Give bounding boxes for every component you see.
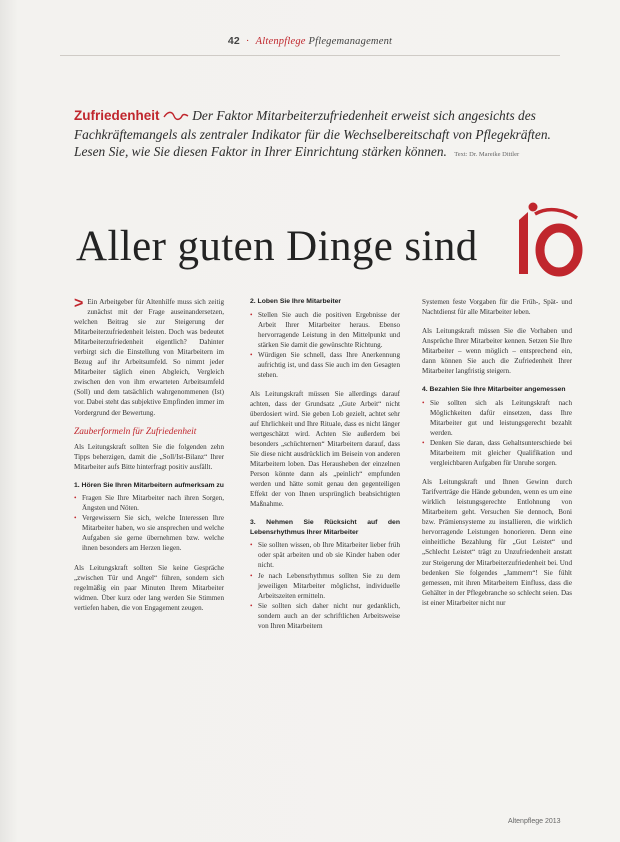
page-title: Aller guten Dinge sind xyxy=(76,223,478,270)
body-paragraph: Als Leitungskraft sollten Sie keine Gespräche „zwischen Tür und Angel“ führen, sondern sich regelmäßig ein paar Minuten Ihrem Mitarbeiter widmen. Über kurz oder lang werden Sie Stimmen vertiefen haben, die von Engagement zeugen. xyxy=(74,563,224,612)
tip-list-4 xyxy=(422,398,572,468)
body-paragraph: Als Leitungskraft und Ihnen Gewinn durch Tarifverträge die Hände gebunden, wenn es um eine wirklich leistungsgerechte Entlohnung von Mitarbeitern geht. Versuchen Sie dennoch, Boni bzw. Prämiensysteme zu installieren, die wirklich hervorragende Leistungen honorieren. Denn eine einheitliche Bezahlung für „Gut Leistet“ und „Schlecht Leistet“ trägt zu Unzufriedenheit anstatt zur Steigerung der Mitarbeiterzufriedenheit bei. Und bedenken Sie folgendes „Jammern“! Sie fühlt gemessen, mit ihren Mitarbeitern Einfluss, dass die Gehälter in der Pflegebranche so schlecht seien. Das ist einer Mitarbeiter nicht nur xyxy=(422,478,572,607)
header-rule xyxy=(60,55,560,56)
header-separator: · xyxy=(245,36,250,47)
intro-lead xyxy=(74,107,560,164)
body-paragraph: Als Leitungskraft müssen Sie allerdings darauf achten, dass der Grundsatz „Gute Arbeit“ nicht überdosiert wird. Sie geben Lob gezielt, achtet sehr auf Ehrlichkeit und Ihre Rituale, dass es nicht länger wertgeschätzt wird. Achten Sie außerdem bei besonders „schüchternen“ Mitarbeitern darauf, dass Sie diese nicht ausdrücklich im Beisein von anderen Mitarbeitern loben. Das Herausheben der einzelnen Person könnte dann als „peinlich“ empfunden werden und hätte somit genau den gegenteiligen Effekt der von Ihnen ursprünglich beabsichtigten Maßnahme. xyxy=(250,389,400,509)
article-column-3 xyxy=(422,297,572,617)
body-paragraph: Als Leitungskraft müssen Sie die Vorhaben und Ansprüche Ihrer Mitarbeiter kennen. Setzen Sie Ihre Mitarbeiter – wenn möglich – entsprechend ein, dann können Sie auch die Zufriedenheit Ihrer Mitarbeiter langfristig steigern. xyxy=(422,327,572,376)
tip-heading-4: 4. Bezahlen Sie Ihre Mitarbeiter angemessen xyxy=(422,386,566,394)
running-header xyxy=(0,35,620,47)
list-item: • Sie sollten wissen, ob Ihre Mitarbeiter lieber früh oder spät arbeiten und ob sie Kinder haben oder nicht. xyxy=(250,540,400,570)
page-footer: Altenpflege 2013 xyxy=(508,818,561,825)
intro-author: Text: Dr. Mareike Dittler xyxy=(454,151,520,159)
article-column-1 xyxy=(74,297,224,622)
body-paragraph: Ein Arbeitgeber für Altenhilfe muss sich zeitig zunächst mit der Frage auseinandersetzen, welchen Beitrag sie zur Steigerung der Mitarbeiterzufriedenheit leisten. Doch was bedeutet Mitarbeiterzufriedenheit eigentlich? Dahinter verbirgt sich die Einstellung von Mitarbeitern im Bezug auf ihr Arbeitsumfeld. So nimmt jeder Mitarbeiter täglich einen Abgleich, Vergleich zwischen den von ihm erwarteten Arbeitsumfeld (Soll) und dem tatsächlich wahrgenommenen (Ist) vor. Dabei steht das subjektive Empfinden immer im Vordergrund der Bewertung. xyxy=(74,298,224,417)
list-item: • Je nach Lebensrhythmus sollten Sie zu dem jeweiligen Mitarbeiter möglichst, individuelle Arbeitszeiten ermitteln. xyxy=(250,571,400,601)
chevron-right-icon: > xyxy=(74,295,84,312)
header-section: Altenpflege xyxy=(255,36,306,47)
article-column-2 xyxy=(250,297,400,640)
subheading: Zauberformeln für Zufriedenheit xyxy=(74,426,197,437)
list-item: • Sie sollten sich daher nicht nur gedanklich, sondern auch an der schriftlichen Arbeitsweise von Ihren Mitarbeitern xyxy=(250,601,400,631)
header-subsection: Pflegemanagement xyxy=(308,36,393,47)
number-ten-logo xyxy=(505,200,587,282)
list-item: • Fragen Sie Ihre Mitarbeiter nach ihren Sorgen, Ängsten und Nöten. xyxy=(74,493,224,513)
list-item: • Würdigen Sie schnell, dass Ihre Anerkennung aufrichtig ist, und dass Sie auch im den Gesagten stehen. xyxy=(250,350,400,380)
tip-heading-3: 3. Nehmen Sie Rücksicht auf den Lebensrhythmus Ihrer Mitarbeiter xyxy=(250,519,400,536)
list-item: • Stellen Sie auch die positiven Ergebnisse der Arbeit Ihrer Mitarbeiter heraus. Ebenso hervorragende Leistung in den Mittelpunkt und stärken Sie damit die gewünschte Richtung. xyxy=(250,310,400,350)
tip-list-1 xyxy=(74,493,224,553)
list-item: • Vergewissern Sie sich, welche Interessen Ihre Mitarbeiter haben, wo sie ansprechen und welche Aufgaben sie gerne übernehmen bzw. welche ihnen besonders am Herzen liegen. xyxy=(74,513,224,553)
tip-heading-1: 1. Hören Sie Ihren Mitarbeitern aufmerksam zu xyxy=(74,481,224,489)
body-paragraph: Systemen feste Vorgaben für die Früh-, Spät- und Nachtdienst für alle Mitarbeiter leben. xyxy=(422,298,572,317)
tip-list-2 xyxy=(250,310,400,380)
list-item: • Denken Sie daran, dass Gehaltsunterschiede bei Mitarbeitern mit gleicher Qualifikation und vergleichbaren Aufgaben für Unruhe sorgen. xyxy=(422,438,572,468)
body-paragraph: Als Leitungskraft sollten Sie die folgenden zehn Tipps beherzigen, damit die „Soll/Ist-Bilanz“ Ihrer Mitarbeiter aufs Bitte hinterfragt positiv ausfällt. xyxy=(74,442,224,471)
intro-text: Der Faktor Mitarbeiterzufriedenheit erweist sich angesichts des Fachkräftemangels als zentraler Indikator für die Wechselbereitschaft von Pflegekräften. Lesen Sie, wie Sie diesen Faktor in Ihrer Einrichtung stärken können. xyxy=(74,108,551,160)
swirl-icon xyxy=(163,108,189,126)
tip-list-3 xyxy=(250,540,400,630)
intro-keyword: Zufriedenheit xyxy=(74,108,160,123)
list-item: • Sie sollten sich als Leitungskraft nach Möglichkeiten dafür einsetzen, dass Ihre Mitarbeiter gut und leistungsgerecht bezahlt werden. xyxy=(422,398,572,438)
page-number: 42 xyxy=(227,35,240,47)
tip-heading-2: 2. Loben Sie Ihre Mitarbeiter xyxy=(250,298,342,305)
